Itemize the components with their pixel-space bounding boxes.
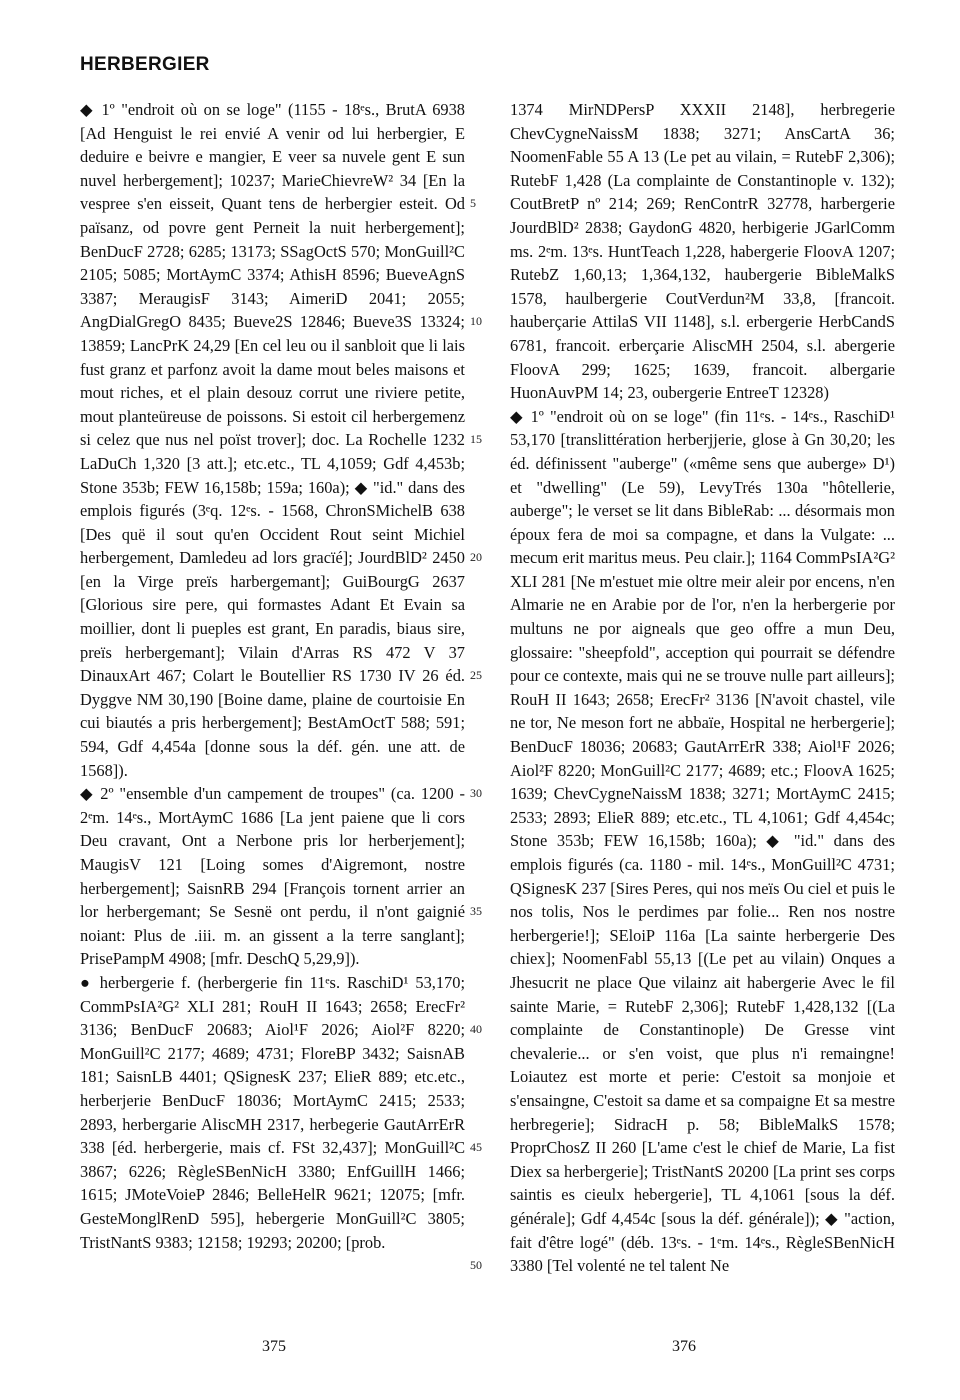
paragraph-variants: 1374 MirNDPersP XXXII 2148], herbregerie ChevCygneNaissM 1838; 3271; AnsCartA 36; NoomenFable 55 A 13 (Le pet au vilain, = RutebF 2,306); RutebF 1,428 (La complainte de Constantinople v. 132); CoutBretP nº 214; 269; RenContrR 32778, harbergerie JourdBlD² 2838; GaydonG 4820, herbigerie JGarlComm ms. 2ᵉm. 13ᵉs. HuntTeach 1,228, habergerie FloovA 1207; RutebZ 1,60,13; 1,364,132, haubergerie BibleMalkS 1578, haulbergerie CoutVerdun²M 33,8, [francoit. hauberçarie AttilaS VII 1148], s.l. erbergerie HerbCandS 6781, francoit. erberçarie AliscMH 2504, s.l. abergerie FloovA 299; 1625; 1639, francoit. albergarie HuonAuvPM 14; 23, oubergerie EntreeT 12328) bbox=[510, 100, 895, 403]
line-number: 50 bbox=[470, 1258, 482, 1272]
line-number: 5 bbox=[470, 196, 476, 210]
paragraph-sense-1: ◆ 1º "endroit où on se loge" (1155 - 18ᵉs., BrutA 6938 [Ad Henguist le rei envié A venir od lui herbergier, E deduire e beivre e mangier, E veer sa nuvele gent E sun nuvel herbergement]; 10237; MarieChievreW² 34 [En la vespree s'en eisseit, Quant tens de herbergier esteit. Od païsanz, od povre gent Perneit la nuit herbergement]; BenDucF 2728; 6285; 13173; SSagOctS 570; MonGuill²C 2105; 5085; MortAymC 3374; AthisH 8596; BueveAgnS 3387; MeraugisF 3143; AimeriD 2041; 2055; AngDialGregO 8435; Bueve2S 12846; Bueve3S 13324; 13859; LancPrK 24,29 [En cel leu ou il sanbloit que li lais fust granz et parfonz avoit la dame mout beles maisons et mout riches, et el plain desouz corrut une riviere petite, mout planteüreuse de poissons. Si estoit cil herbergemenz si celez que nus nel poïst trover]; doc. La Rochelle 1232 LaDuCh 1,320 [3 att.]; etc.etc., TL 4,1059; Gdf 4,453b; Stone 353b; FEW 16,158b; 159a; 160a); ◆ "id." dans des emplois figurés (3ᵉq. 12ᵉs. - 1568, ChronSMichelB 638 [Des quë il sout qu'en Occident Rout seint Michiel herbergement, Damledeu ad lors gracïé]; JourdBlD² 2450 [en la Virge preïs harbergemant]; GuiBourgG 2637 [Glorious sire pere, qui formastes Adant Et Evain sa moillier, dont li pueples est grant, En paradis, biaus sire, preïs herbergemant]; Vilain d'Arras RS 472 V 37 DinauxArt 467; Colart le Boutellier RS 1730 IV 26 éd. Dyggve NM 30,190 [Boine dame, plaine de courtoisie En cui biautés a pris herbergement]; BestAmOctT 588; 591; 594, Gdf 4,454a [donne sous la déf. gén. une att. de 1568]). bbox=[80, 100, 465, 780]
page-number-left: 375 bbox=[262, 1338, 286, 1355]
line-number: 30 bbox=[470, 786, 482, 800]
running-head: HERBERGIER bbox=[80, 54, 210, 75]
paragraph-herbergerie-sense-1: ◆ 1º "endroit où on se loge" (fin 11ᵉs. - 14ᵉs., RaschiD¹ 53,170 [translittération herberjjerie, glose à Gn 30,20; les éd. définissent "auberge" («même sens que auberge» D¹) et "dwelling" (Le 59), LevyTrés 130a "hôtellerie, auberge"; le verset se lit dans BibleRab: ... désormais mon époux fera de moi sa compagne, et dans la Vulgate: ... mecum erit maritus meus. Peu clair.]; 1164 CommPsIA²G² XLI 281 [Ne m'estuet mie oltre meir aleir por encens, n'en Almarie ne en Arabie por de l'or, n'en la herbergerie por multuns ne por aigneals que geo offre a mun Deu, glossaire: "sheepfold", acception qui pourrait se défendre pour ce contexte, mais qui ne se trouve nulle part ailleurs]; RouH II 1643; 2658; ErecFr² 3136 [N'avoit chastel, vile ne tor, Ne meson fort ne abbaïe, Hospital ne herbergerie]; BenDucF 18036; 20683; GautArrErR 338; Aiol¹F 2026; Aiol²F 8220; MonGuill²C 2177; 4689; etc.; FloovA 1625; 1639; ChevCygneNaissM 1838; 3271; MortAymC 2415; 2533; 2893; ElieR 889; etc.etc., TL 4,1061; Gdf 4,454c; Stone 353b; FEW 16,158b; 160a); ◆ "id." dans des emplois figurés (ca. 1180 - mil. 14ᵉs., MonGuill²C 4731; QSignesK 237 [Sires Peres, qui nos meïs Ou ciel et puis le nos tolis, Nos le perdimes par folie... Ren nos nostre herbergerie!]; SEloiP 116a [La sainte herbergerie Des chiex]; NoomenFabl 55,13 [(Le pet au vilain) Onques a Jhesucrit ne place Que vilainz ait habergerie Avec le fil sainte Marie, = RutebF 2,306]; RutebF 1,428,132 [(La complainte de Constantinople) De Gresse vint chevalerie... or s'en voist, que plus n'i remaingne! Loiautez est morte et perie: C'estoit sa monjoie et s'ensaingne, C'estoit sa dame et sa compaigne Et sa mestre herbregerie]; SidracH p. 58; BibleMalkS 1578; ProprChosZ II 260 [L'ame c'est le chief de Marie, La fist Diex sa herbergerie]; TristNantS 20200 [La print ses corps saintis es cieulx hebergerie], TL 4,1061 [sous la déf. générale]; Gdf 4,454c [sous la déf. générale]); ◆ "action, fait d'être logé" (déb. 13ᵉs. - 1ᵉm. 14ᵉs., RègleSBenNicH 3380 [Tel volenté ne tel talent Ne bbox=[510, 406, 895, 1276]
line-number: 15 bbox=[470, 432, 482, 446]
line-number: 40 bbox=[470, 1022, 482, 1036]
page-number-right: 376 bbox=[672, 1338, 696, 1355]
line-number: 35 bbox=[470, 904, 482, 918]
right-column bbox=[510, 98, 895, 1278]
line-number: 45 bbox=[470, 1140, 482, 1154]
paragraph-herbergerie: ● herbergerie f. (herbergerie fin 11ᵉs. RaschiD¹ 53,170; CommPsIA²G² XLI 281; RouH II 1643; 2658; ErecFr² 3136; BenDucF 20683; Aiol¹F 2026; Aiol²F 8220; MonGuill²C 2177; 4689; 4731; FloreBP 3432; SaisnAB 181; SaisnLB 4401; QSignesK 237; ElieR 889; etc.etc., herberjerie BenDucF 18036; MortAymC 2415; 2533; 2893, herbergarie AliscMH 2317, herbegerie GautArrErR 338 [éd. herbergerie, mais cf. FSt 32,437]; MonGuill²C 3867; 6226; RègleSBenNicH 3380; EnfGuillH 1466; 1615; JMoteVoieP 2846; BelleHelR 9621; 12075; [mfr. GesteMonglRenD 595], hebergerie MonGuill²C 3805; TristNantS 9383; 12158; 19293; 20200; [prob. bbox=[80, 972, 465, 1252]
line-number: 20 bbox=[470, 550, 482, 564]
paragraph-sense-2: ◆ 2º "ensemble d'un campement de troupes" (ca. 1200 - 2ᵉm. 14ᵉs., MortAymC 1686 [La jent paiene que li cors Deu cravant, Ont a Nerbone pris lor herberjement]; MaugisV 121 [Loing somes d'Aigremont, nostre herbergement]; SaisnRB 294 [François tornent arrier an lor herbergemant; Se Sesnë ont perdu, il n'ont gaignié noiant: Plus de .iii. m. an gissent a la terre sanglant]; PrisePampM 4908; [mfr. DeschQ 5,29,9]). bbox=[80, 784, 465, 969]
line-number: 25 bbox=[470, 668, 482, 682]
line-number: 10 bbox=[470, 314, 482, 328]
left-column bbox=[80, 98, 465, 1254]
